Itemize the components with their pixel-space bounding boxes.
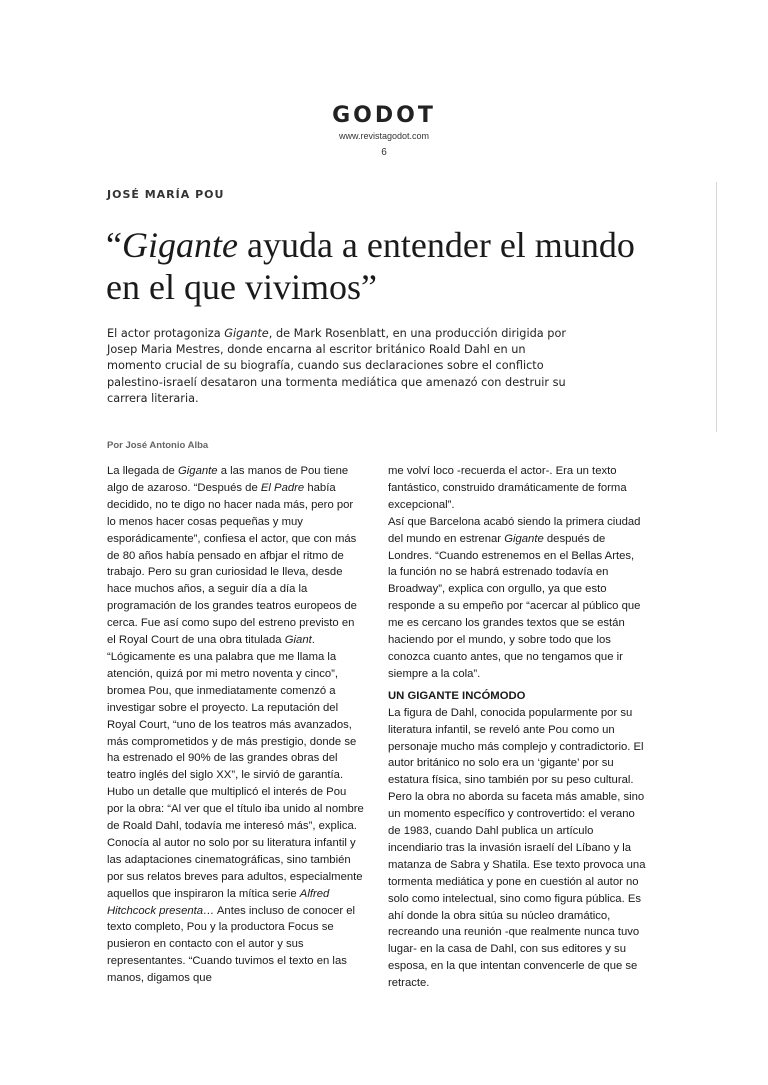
body-column-left bbox=[107, 463, 365, 987]
body-column-right bbox=[388, 463, 646, 992]
lede-italic: Gigante bbox=[224, 327, 269, 340]
body-paragraph bbox=[107, 463, 365, 784]
text-run: La llegada de bbox=[107, 465, 178, 477]
lede-part1: El actor protagoniza bbox=[107, 327, 225, 340]
text-run: había decidido, no te digo no hacer nada más, pero por lo menos hacer cosas pequeñas y muy esporádicamente”, confiesa el actor, que con más de 80 años había pensado en afbjar el ritmo de trabajo. Pero su gran curiosidad le lleva, desde hace muchos años, a seguir día a día la programación de los grandes teatros europeos de cerca. Fue así como supo del estreno previsto en el Royal Court de una obra titulada bbox=[107, 481, 357, 647]
text-run: después de Londres. “Cuando estrenemos en el Bellas Artes, la función no se habrá estrenado todavía en Broadway”, explica con orgullo, ya que esto responde a su empeño por “acercar al público que me es cercano los grandes textos que se están haciendo por el mundo, y sobre todo que los conozca cuanto antes, que no tengamos que ir siempre a la cola”. bbox=[388, 532, 641, 680]
body-paragraph bbox=[107, 784, 365, 987]
headline-open-quote: “ bbox=[106, 225, 122, 265]
lede-part2: , de Mark Rosenblatt, en una producción dirigida por Josep Maria Mestres, donde encarna al escritor británico Roald Dahl en un momento crucial de su biografía, cuando sus declaraciones sobre el conflicto palestino-israelí desataron una tormenta mediática que amenazó con destruir su carrera literaria. bbox=[107, 327, 567, 405]
headline-rest: ayuda a entender el mundo en el que vivimos” bbox=[106, 225, 635, 307]
article-headline bbox=[106, 224, 666, 308]
section-subhead: UN GIGANTE INCÓMODO bbox=[388, 689, 526, 702]
vertical-divider bbox=[716, 182, 717, 432]
page-number: 6 bbox=[381, 147, 387, 158]
website-url[interactable]: www.revistagodot.com bbox=[338, 131, 430, 141]
italic-title: El Padre bbox=[260, 481, 305, 494]
masthead bbox=[0, 104, 768, 160]
text-run: Hubo un detalle que multiplicó el interés de Pou por la obra: “Al ver que el título iba unido al nombre de Roald Dahl, todavía me interesó más”, explica. Conocía al autor no solo por su literatura infantil y las adaptaciones cinematográficas, sino también por sus relatos breves para adultos, especialmente aquellos que inspiraron la mítica serie bbox=[107, 786, 364, 900]
italic-title: Giant bbox=[284, 634, 312, 647]
headline-italic-title: Gigante bbox=[121, 225, 238, 265]
article-kicker: JOSÉ MARÍA POU bbox=[107, 188, 225, 201]
italic-title: Gigante bbox=[177, 465, 218, 477]
body-paragraph: me volví loco -recuerda el actor-. Era un texto fantástico, construido dramáticamente de forma excepcional”. bbox=[388, 465, 627, 511]
italic-title: Gigante bbox=[504, 532, 544, 545]
italic-title: Alfred Hitchcock presenta… bbox=[107, 887, 330, 917]
body-paragraph: La figura de Dahl, conocida popularmente por su literatura infantil, se reveló ante Pou como un personaje mucho más complejo y contradictorio. El autor británico no solo era un ‘gigante’ por su estatura física, sino también por su peso cultural. Pero la obra no aborda su faceta más amable, sino un momento específico y controvertido: el verano de 1983, cuando Dahl publica un artículo incendiario tras la invasión israelí del Líbano y la matanza de Sabra y Shatila. Ese texto provoca una tormenta mediática y pone en cuestión al autor no solo como intelectual, sino como figura pública. Es ahí donde la obra sitúa su núcleo dramático, recreando una reunión -que realmente nunca tuvo lugar- en la casa de Dahl, con sus editores y su esposa, en la que intentan convencerle de que se retracte. bbox=[388, 706, 646, 990]
text-run: Antes incluso de conocer el texto completo, Pou y la productora Focus se pusieron en contacto con el autor y sus representantes. “Cuando tuvimos el texto en las manos, digamos que bbox=[107, 904, 356, 985]
article-lede bbox=[107, 326, 577, 407]
magazine-logo: GODOT bbox=[332, 103, 436, 128]
text-run: a las manos de Pou tiene algo de azaroso. “Después de bbox=[107, 465, 349, 494]
text-run: Así que Barcelona acabó siendo la primera ciudad del mundo en estrenar bbox=[388, 515, 641, 545]
article-byline: Por José Antonio Alba bbox=[107, 440, 209, 451]
body-paragraph bbox=[388, 514, 646, 683]
text-run: . “Lógicamente es una palabra que me llama la atención, quizá por mi metro noventa y cinco”, bromea Pou, que inmediatamente comenzó a investigar sobre el proyecto. La reputación del Royal Court, “uno de los teatros más avanzados, más comprometidos y de más prestigio, donde se ha estrenado el 90% de las grandes obras del teatro inglés del siglo XX”, le sirvió de garantía. bbox=[107, 634, 357, 782]
